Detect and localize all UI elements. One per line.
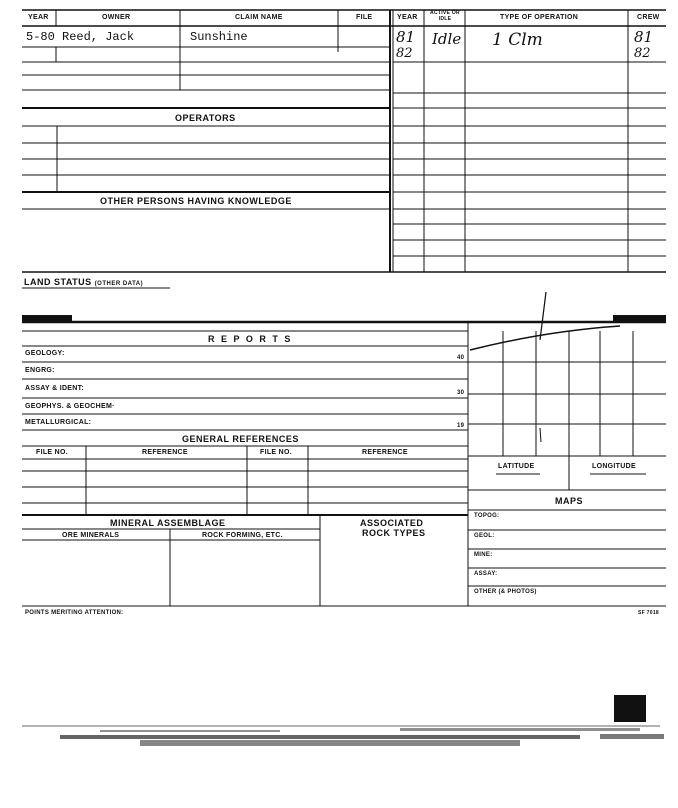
reports-heading: R E P O R T S (208, 334, 293, 344)
report-geology: GEOLOGY: (25, 350, 65, 357)
report-metallurgical: METALLURGICAL: (25, 419, 92, 426)
header-owner: OWNER (102, 14, 131, 21)
header-active-or-idle: ACTIVE OR IDLE (430, 10, 460, 22)
grid-number-19: 19 (457, 423, 465, 429)
hand-year-82: 82 (396, 46, 413, 61)
map-assay: ASSAY: (474, 571, 498, 577)
mineral-assemblage-heading: MINERAL ASSEMBLAGE (110, 518, 226, 528)
land-status-sublabel: (OTHER DATA) (94, 281, 144, 287)
hand-crew-82: 82 (634, 46, 651, 61)
associated-heading: ASSOCIATED (360, 518, 424, 528)
land-status-label: LAND STATUS (24, 277, 92, 287)
header-year-2: YEAR (397, 14, 418, 21)
rock-types-heading: ROCK TYPES (362, 528, 426, 538)
map-geol: GEOL: (474, 533, 495, 539)
other-persons-heading: OTHER PERSONS HAVING KNOWLEDGE (100, 196, 292, 206)
general-references-heading: GENERAL REFERENCES (182, 434, 299, 444)
report-engrg: ENGRG: (25, 367, 55, 374)
form-number: SF 7018 (638, 610, 660, 616)
header-crew: CREW (637, 14, 660, 21)
longitude-label: LONGITUDE (592, 463, 636, 470)
rock-forming-label: ROCK FORMING, ETC. (202, 532, 283, 539)
hand-operation: 1 Clm (492, 30, 543, 50)
latitude-label: LATITUDE (498, 463, 535, 470)
points-meriting-attention: POINTS MERITING ATTENTION: (25, 610, 124, 616)
grid-number-30: 30 (457, 390, 465, 396)
refs-reference: REFERENCE (142, 449, 188, 456)
operators-heading: OPERATORS (175, 113, 236, 123)
refs-reference-2: REFERENCE (362, 449, 408, 456)
hand-year-81: 81 (396, 28, 416, 46)
map-topog: TOPOG: (474, 513, 500, 519)
map-other: OTHER (& PHOTOS) (474, 589, 537, 595)
header-file: FILE (356, 14, 373, 21)
report-geophys: GEOPHYS. & GEOCHEM· (25, 403, 115, 410)
map-mine: MINE: (474, 552, 493, 558)
refs-file-no: FILE NO. (36, 449, 68, 456)
ore-minerals-label: ORE MINERALS (62, 532, 120, 539)
hand-status: Idle (432, 30, 462, 48)
refs-file-no-2: FILE NO. (260, 449, 292, 456)
hand-crew-81: 81 (634, 28, 654, 46)
header-claim-name: CLAIM NAME (235, 14, 283, 21)
claim-entry: Sunshine (190, 30, 248, 44)
report-assay: ASSAY & IDENT: (25, 385, 85, 392)
header-type-of-operation: TYPE OF OPERATION (500, 14, 579, 21)
land-status-heading (24, 277, 143, 287)
maps-heading: MAPS (555, 496, 584, 506)
header-year: YEAR (28, 14, 49, 21)
grid-number-40: 40 (457, 355, 465, 361)
owner-entry: 5-80 Reed, Jack (26, 30, 135, 44)
